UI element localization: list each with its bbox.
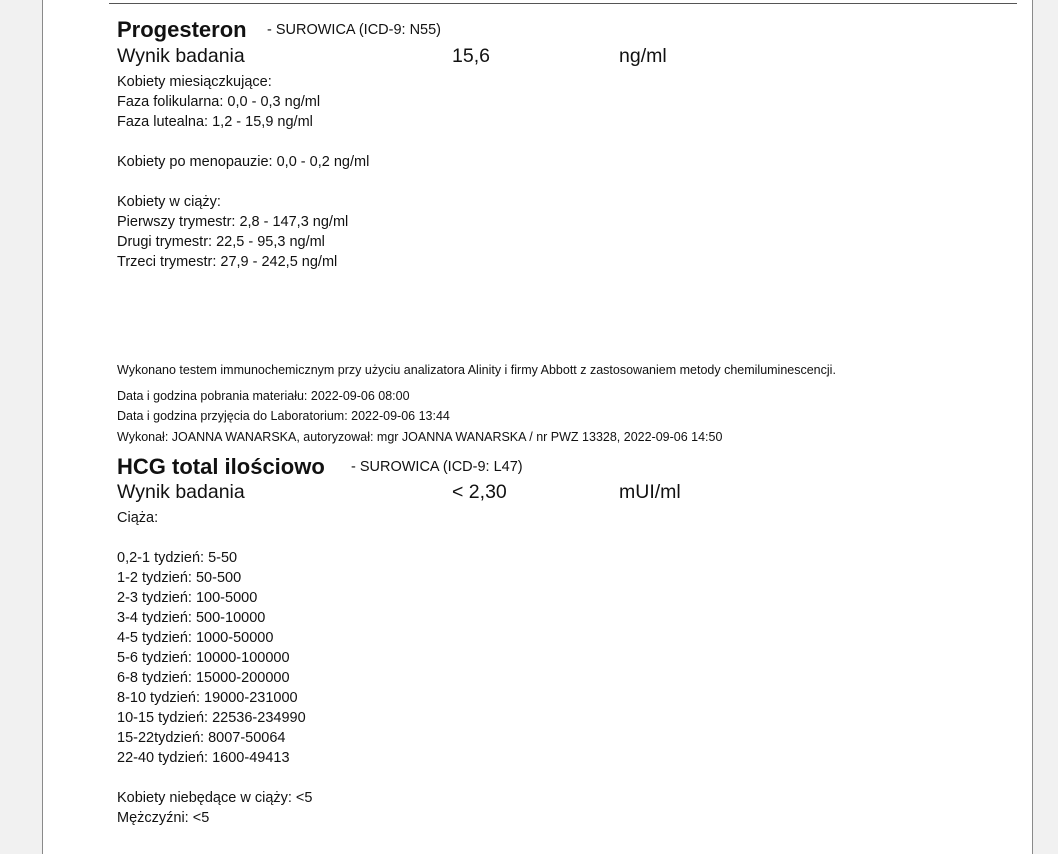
ref-line: Mężczyźni: <5 bbox=[117, 810, 210, 826]
ref-line: 6-8 tydzień: 15000-200000 bbox=[117, 670, 290, 686]
ref-line: 8-10 tydzień: 19000-231000 bbox=[117, 690, 298, 706]
progesteron-subtitle: - SUROWICA (ICD-9: N55) bbox=[267, 22, 442, 38]
document-page bbox=[42, 0, 1033, 854]
ref-line: Kobiety w ciąży: bbox=[117, 194, 221, 210]
ref-line: 2-3 tydzień: 100-5000 bbox=[117, 590, 258, 606]
ref-line bbox=[117, 528, 312, 548]
progesteron-title: Progesteron bbox=[117, 17, 247, 42]
ref-line: 4-5 tydzień: 1000-50000 bbox=[117, 630, 274, 646]
ref-line: 10-15 tydzień: 22536-234990 bbox=[117, 710, 306, 726]
ref-line: 1-2 tydzień: 50-500 bbox=[117, 570, 242, 586]
hcg-subtitle: - SUROWICA (ICD-9: L47) bbox=[351, 459, 523, 475]
hcg-result-value: < 2,30 bbox=[452, 481, 507, 503]
ref-line: 0,2-1 tydzień: 5-50 bbox=[117, 550, 238, 566]
collection-datetime: Data i godzina pobrania materiału: 2022-09-06 08:00 bbox=[117, 389, 410, 403]
progesteron-result-label: Wynik badania bbox=[117, 45, 245, 67]
hcg-title: HCG total ilościowo bbox=[117, 454, 325, 479]
ref-line: Kobiety niebędące w ciąży: <5 bbox=[117, 790, 313, 806]
ref-line: 22-40 tydzień: 1600-49413 bbox=[117, 750, 290, 766]
top-divider bbox=[109, 3, 1017, 4]
ref-line: Kobiety miesiączkujące: bbox=[117, 74, 272, 90]
progesteron-reference-ranges bbox=[117, 72, 369, 272]
ref-line: 15-22tydzień: 8007-50064 bbox=[117, 730, 286, 746]
ref-line: Pierwszy trymestr: 2,8 - 147,3 ng/ml bbox=[117, 214, 349, 230]
ref-line: Faza folikularna: 0,0 - 0,3 ng/ml bbox=[117, 94, 321, 110]
ref-line: Kobiety po menopauzie: 0,0 - 0,2 ng/ml bbox=[117, 154, 370, 170]
performed-by: Wykonał: JOANNA WANARSKA, autoryzował: mgr JOANNA WANARSKA / nr PWZ 13328, 2022-09-06 14:50 bbox=[117, 430, 723, 444]
ref-line: Faza lutealna: 1,2 - 15,9 ng/ml bbox=[117, 114, 313, 130]
hcg-reference-ranges bbox=[117, 508, 312, 828]
ref-line: Ciąża: bbox=[117, 510, 159, 526]
ref-line: Drugi trymestr: 22,5 - 95,3 ng/ml bbox=[117, 234, 325, 250]
ref-line bbox=[117, 172, 369, 192]
hcg-result-label: Wynik badania bbox=[117, 481, 245, 503]
ref-line: 3-4 tydzień: 500-10000 bbox=[117, 610, 266, 626]
ref-line bbox=[117, 768, 312, 788]
progesteron-result-unit: ng/ml bbox=[619, 45, 667, 67]
ref-line bbox=[117, 132, 369, 152]
ref-line: 5-6 tydzień: 10000-100000 bbox=[117, 650, 290, 666]
progesteron-result-value: 15,6 bbox=[452, 45, 490, 67]
method-note: Wykonano testem immunochemicznym przy użyciu analizatora Alinity i firmy Abbott z zastosowaniem metody chemiluminescencji. bbox=[117, 363, 836, 377]
hcg-result-unit: mUI/ml bbox=[619, 481, 681, 503]
ref-line: Trzeci trymestr: 27,9 - 242,5 ng/ml bbox=[117, 254, 338, 270]
received-datetime: Data i godzina przyjęcia do Laboratorium: 2022-09-06 13:44 bbox=[117, 409, 450, 423]
